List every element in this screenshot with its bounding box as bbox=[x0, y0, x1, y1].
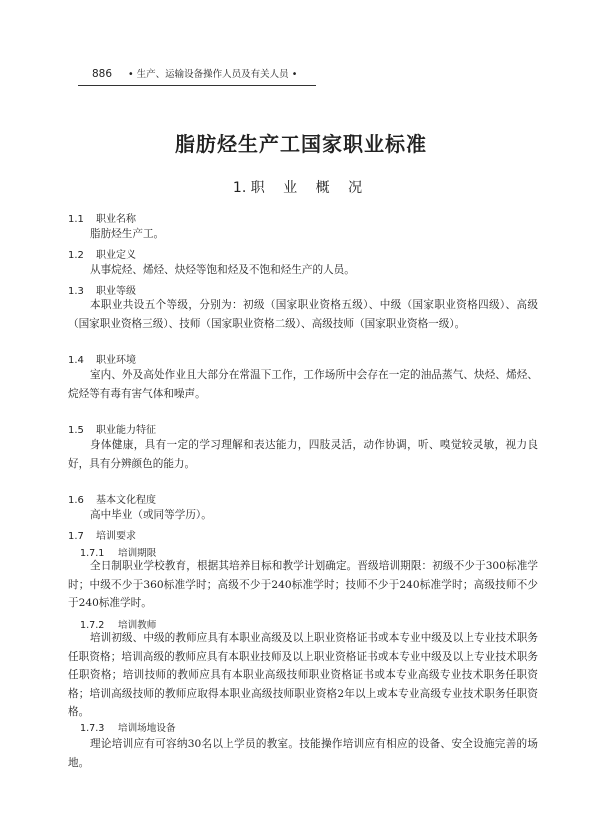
subitem-heading-text: 培训期限 bbox=[118, 548, 157, 559]
item-heading bbox=[68, 210, 136, 225]
item-paragraph: 高中毕业（或同等学历）。 bbox=[90, 509, 212, 521]
item-number: 1.4 bbox=[68, 355, 84, 366]
section-number: 1. bbox=[232, 180, 247, 196]
item-paragraph: 脂肪烃生产工。 bbox=[90, 228, 165, 240]
page-number: 886 bbox=[92, 68, 113, 80]
page-title: 脂肪烃生产工国家职业标准 bbox=[175, 132, 427, 156]
item-paragraph: 本职业共设五个等级，分别为：初级（国家职业资格五级）、中级（国家职业资格四级）、高级（国家职业资格三级）、技师（国家职业资格二级）、高级技师（国家职业资格一级）。 bbox=[68, 299, 538, 330]
subitem-paragraph: 全日制职业学校教育，根据其培养目标和教学计划确定。晋级培训期限：初级不少于300标准学时；中级不少于360标准学时；高级不少于240标准学时；技师不少于240标准学时；高级技师不少于240标准学时。 bbox=[68, 560, 538, 609]
item-heading-text: 职业能力特征 bbox=[96, 425, 156, 436]
item-paragraph: 从事烷烃、烯烃、炔烃等饱和烃及不饱和烃生产的人员。 bbox=[90, 264, 355, 276]
subitem-heading-text: 培训场地设备 bbox=[118, 723, 176, 734]
item-heading-text: 职业等级 bbox=[96, 286, 136, 297]
item-paragraph: 身体健康，具有一定的学习理解和表达能力，四肢灵活，动作协调，听、嗅觉较灵敏，视力良好，具有分辨颜色的能力。 bbox=[68, 439, 538, 470]
item-number: 1.5 bbox=[68, 425, 84, 436]
subitem-number: 1.7.1 bbox=[80, 548, 105, 559]
item-heading-text: 职业定义 bbox=[96, 250, 136, 261]
item-heading-text: 职业环境 bbox=[96, 355, 136, 366]
item-heading-text: 基本文化程度 bbox=[96, 495, 156, 506]
item-number: 1.3 bbox=[68, 286, 84, 297]
item-heading-text: 职业名称 bbox=[96, 214, 136, 225]
item-heading bbox=[68, 246, 136, 261]
item-number: 1.2 bbox=[68, 250, 84, 261]
subitem-heading-text: 培训教师 bbox=[118, 620, 157, 631]
subitem-heading bbox=[80, 720, 176, 734]
section-title: 职 业 概 况 bbox=[250, 180, 370, 196]
item-number: 1.6 bbox=[68, 495, 84, 506]
item-heading bbox=[68, 351, 136, 366]
subitem-paragraph: 理论培训应有可容纳30名以上学员的教室。技能操作培训应有相应的设备、安全设施完善的场地。 bbox=[68, 738, 538, 769]
running-header bbox=[78, 63, 316, 86]
item-heading bbox=[68, 282, 136, 297]
item-paragraph: 室内、外及高处作业且大部分在常温下工作，工作场所中会存在一定的油品蒸气、炔烃、烯烃、烷烃等有毒有害气体和噪声。 bbox=[68, 369, 538, 400]
item-heading-text: 培训要求 bbox=[96, 531, 136, 542]
item-heading bbox=[68, 421, 156, 436]
item-heading bbox=[68, 527, 136, 542]
item-number: 1.7 bbox=[68, 531, 84, 542]
item-heading bbox=[68, 491, 156, 506]
subitem-number: 1.7.2 bbox=[80, 620, 105, 631]
subitem-number: 1.7.3 bbox=[80, 723, 105, 734]
section-heading bbox=[0, 177, 602, 197]
running-title: • 生产、运输设备操作人员及有关人员 • bbox=[128, 69, 298, 80]
subitem-paragraph: 培训初级、中级的教师应具有本职业高级及以上职业资格证书或本专业中级及以上专业技术职务任职资格；培训高级的教师应具有本职业技师及以上职业资格证书或本专业中级及以上专业技术职务任职资格；培训技师的教师应具有本职业高级技师职业资格证书或本专业高级专业技术职务任职资格；培训高级技师的教师应取得本职业高级技师职业资格2年以上或本专业高级专业技术职务任职资格。 bbox=[68, 632, 538, 718]
item-number: 1.1 bbox=[68, 214, 84, 225]
